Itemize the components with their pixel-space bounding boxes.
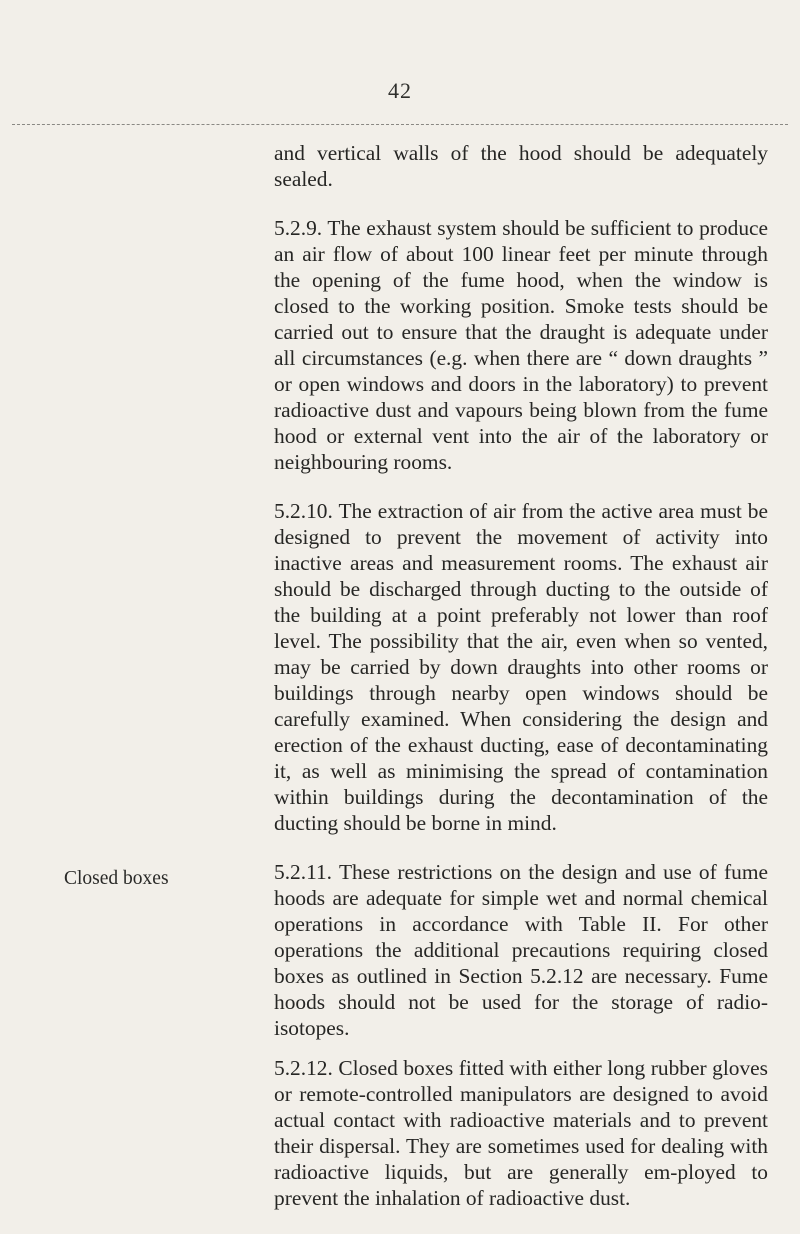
- paragraph-continuation: and vertical walls of the hood should be adequately sealed.: [274, 141, 768, 191]
- paragraph-5-2-9: 5.2.9. The exhaust system should be sufficient to produce an air flow of about 100 linear feet per minute through the opening of the fume hood, when the window is closed to the working position. Smoke tests should be carried out to ensure that the draught is adequate under all circumstances (e.g. when there are “ down draughts ” or open windows and doors in the laboratory) to prevent radioactive dust and vapours being blown from the fume hood or external vent into the air of the laboratory or neighbouring rooms.: [274, 216, 768, 474]
- paragraph-5-2-12: 5.2.12. Closed boxes fitted with either long rubber gloves or remote-controlled manipulators are designed to avoid actual contact with radioactive materials and to prevent their dispersal. They are sometimes used for dealing with radioactive liquids, but are generally em-ployed to prevent the inhalation of radioactive dust.: [274, 1056, 768, 1210]
- paragraph-5-2-10: 5.2.10. The extraction of air from the active area must be designed to prevent the movement of activity into inactive areas and measurement rooms. The exhaust air should be discharged through ducting to the outside of the building at a point preferably not lower than roof level. The possibility that the air, even when so vented, may be carried by down draughts into other rooms or buildings through nearby open windows should be carefully examined. When considering the design and erection of the exhaust ducting, ease of decontaminating it, as well as minimising the spread of contamination within buildings during the decontamination of the ducting should be borne in mind.: [274, 499, 768, 835]
- page-number: 42: [388, 78, 412, 103]
- body-text: [274, 140, 768, 1234]
- paragraph-5-2-11: 5.2.11. These restrictions on the design and use of fume hoods are adequate for simple wet and normal chemical operations in accordance with Table II. For other operations the additional precautions requiring closed boxes as outlined in Section 5.2.12 are necessary. Fume hoods should not be used for the storage of radio-isotopes.: [274, 860, 768, 1040]
- margin-heading: Closed boxes: [64, 868, 169, 889]
- header-rule: [12, 124, 788, 125]
